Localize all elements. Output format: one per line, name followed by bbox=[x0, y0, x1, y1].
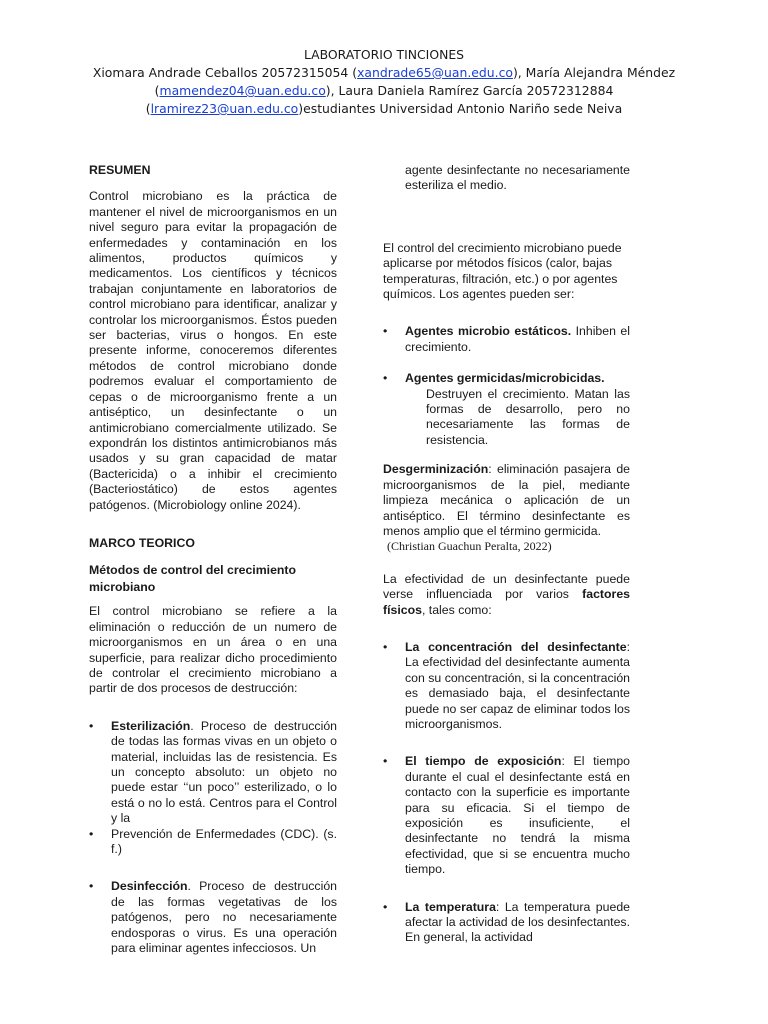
term-bold: Esterilización bbox=[111, 718, 191, 733]
document-header bbox=[0, 46, 768, 118]
term-text: . Proceso de destrucción de todas las formas vivas en un objeto o material, incluidas las de resistencia. Es un concepto absoluto: un objeto no puede estar ‘‘un poco’’ esterilizado, o lo está o no lo está. Centros para el Control y la bbox=[111, 718, 337, 826]
term-bold: factores físicos bbox=[383, 587, 630, 617]
factores-text: La efectividad de un desinfectante puede verse influenciada por varios bbox=[383, 571, 630, 602]
bullet-dot: • bbox=[89, 718, 94, 733]
resumen-heading: RESUMEN bbox=[89, 163, 151, 177]
term-text: : eliminación pasajera de microorganismos de la piel, mediante limpieza mecánica o aplicación de un antiséptico. El término desinfectante es menos amplio que el término germicida. bbox=[383, 462, 630, 538]
factores-paragraph bbox=[383, 572, 630, 618]
author-text: ( bbox=[145, 101, 151, 116]
author-text: ), María Alejandra Méndez bbox=[512, 65, 676, 80]
metodos-heading: Métodos de control del crecimiento microbiano bbox=[89, 563, 297, 595]
term-text: Inhiben el crecimiento. bbox=[405, 324, 630, 354]
metodos-paragraph: El control microbiano se refiere a la eliminación o reducción de un numero de microorganismos en un área o en una superficie, para realizar dicho procedimiento de controlar el crecimiento microbiano a partir de dos procesos de destrucción: bbox=[89, 604, 337, 696]
document-title: LABORATORIO TINCIONES bbox=[303, 47, 465, 62]
term-text: . Proceso de destrucción de las formas vegetativas de los patógenos, pero no necesariamente endosporas o virus. Es una operación para eliminar agentes infecciosos. Un bbox=[111, 879, 337, 956]
bullet-dot: • bbox=[383, 324, 388, 339]
bullet-germicidas bbox=[383, 371, 630, 448]
term-bold: Desinfección bbox=[111, 879, 188, 894]
email-link-2[interactable]: mamendez04@uan.edu.co bbox=[159, 83, 326, 98]
right-column bbox=[383, 163, 630, 946]
factores-text: , tales como: bbox=[421, 602, 492, 617]
bullet-concentracion bbox=[383, 640, 630, 732]
author-text: Xiomara Andrade Ceballos 20572315054 ( bbox=[92, 65, 358, 80]
email-link-3[interactable]: lramirez23@uan.edu.co bbox=[150, 101, 299, 116]
bullet-desinfeccion bbox=[89, 879, 337, 956]
term-bold: Desgerminización bbox=[383, 462, 489, 477]
bullet-dot: • bbox=[89, 879, 94, 894]
authors-line-2 bbox=[0, 82, 768, 100]
author-text: ( bbox=[154, 83, 160, 98]
bullet-tiempo-exposicion bbox=[383, 754, 630, 877]
term-bold: El tiempo de exposición bbox=[405, 754, 562, 769]
term-text: : La temperatura puede afectar la actividad de los desinfectantes. En general, la actividad bbox=[405, 899, 630, 945]
bullet-dot: • bbox=[383, 639, 388, 654]
term-bold: Agentes germicidas/microbicidas. bbox=[405, 371, 605, 386]
term-text: : La efectividad del desinfectante aumenta con su concentración, si la concentración es demasiado baja, el desinfectante puede no ser capaz de eliminar todos los microorganismos. bbox=[405, 639, 630, 731]
bullet-dot: • bbox=[89, 826, 94, 841]
term-text: Destruyen el crecimiento. Matan las formas de desarrollo, pero no necesariamente las formas de resistencia. bbox=[426, 386, 630, 447]
term-text: Prevención de Enfermedades (CDC). (s. f.) bbox=[111, 826, 337, 857]
marco-heading: MARCO TEORICO bbox=[89, 535, 195, 550]
bullet-dot: • bbox=[383, 754, 388, 769]
term-bold: La temperatura bbox=[405, 899, 496, 914]
term-bold: La concentración del desinfectante bbox=[405, 639, 627, 654]
continuation-paragraph: agente desinfectante no necesariamente esteriliza el medio. bbox=[405, 163, 630, 193]
citation: (Christian Guachun Peralta, 2022) bbox=[387, 539, 552, 554]
left-column bbox=[89, 163, 337, 956]
author-text: ), Laura Daniela Ramírez García 20572312884 bbox=[325, 83, 614, 98]
term-text: : El tiempo durante el cual el desinfectante está en contacto con la superficie es importante para su eficacia. Si el tiempo de exposición es insuficiente, el desinfectante no tendrá la misma efectividad, que si se encuentra mucho tiempo. bbox=[405, 754, 631, 877]
bullet-dot: • bbox=[383, 371, 388, 386]
bullet-prevencion bbox=[89, 827, 337, 858]
term-bold: Agentes microbio estáticos. bbox=[405, 324, 572, 339]
desgerminizacion-paragraph bbox=[383, 462, 630, 554]
authors-line-1 bbox=[0, 64, 768, 82]
bullet-microbio-estaticos bbox=[383, 324, 630, 355]
email-link-1[interactable]: xandrade65@uan.edu.co bbox=[357, 65, 513, 80]
bullet-dot: • bbox=[383, 899, 388, 914]
control-paragraph: El control del crecimiento microbiano puede aplicarse por métodos físicos (calor, bajas temperaturas, filtración, etc.) o por agentes químicos. Los agentes pueden ser: bbox=[383, 240, 622, 302]
author-text: )estudiantes Universidad Antonio Nariño sede Neiva bbox=[298, 101, 623, 116]
authors-line-3 bbox=[0, 100, 768, 118]
resumen-paragraph: Control microbiano es la práctica de mantener el nivel de microorganismos en un nivel seguro para evitar la propagación de enfermedades y contaminación en los alimentos, productos químicos y medicamentos. Los científicos y técnicos trabajan conjuntamente en laboratorios de control microbiano para identificar, analizar y controlar los microorganismos. Éstos pueden ser bacterias, virus o hongos. En este presente informe, conoceremos diferentes métodos de control microbiano donde podremos evaluar el comportamiento de cepas o de microorganismo frente a un antiséptico, un desinfectante o un antimicrobiano comercialmente utilizado. Se expondrán los distintos antimicrobianos más usados y su gran capacidad de matar (Bactericida) o a inhibir el crecimiento (Bacteriostático) de estos agentes patógenos. (Microbiology online 2024). bbox=[89, 189, 337, 512]
bullet-temperatura bbox=[383, 900, 630, 946]
bullet-esterilizacion bbox=[89, 719, 337, 827]
